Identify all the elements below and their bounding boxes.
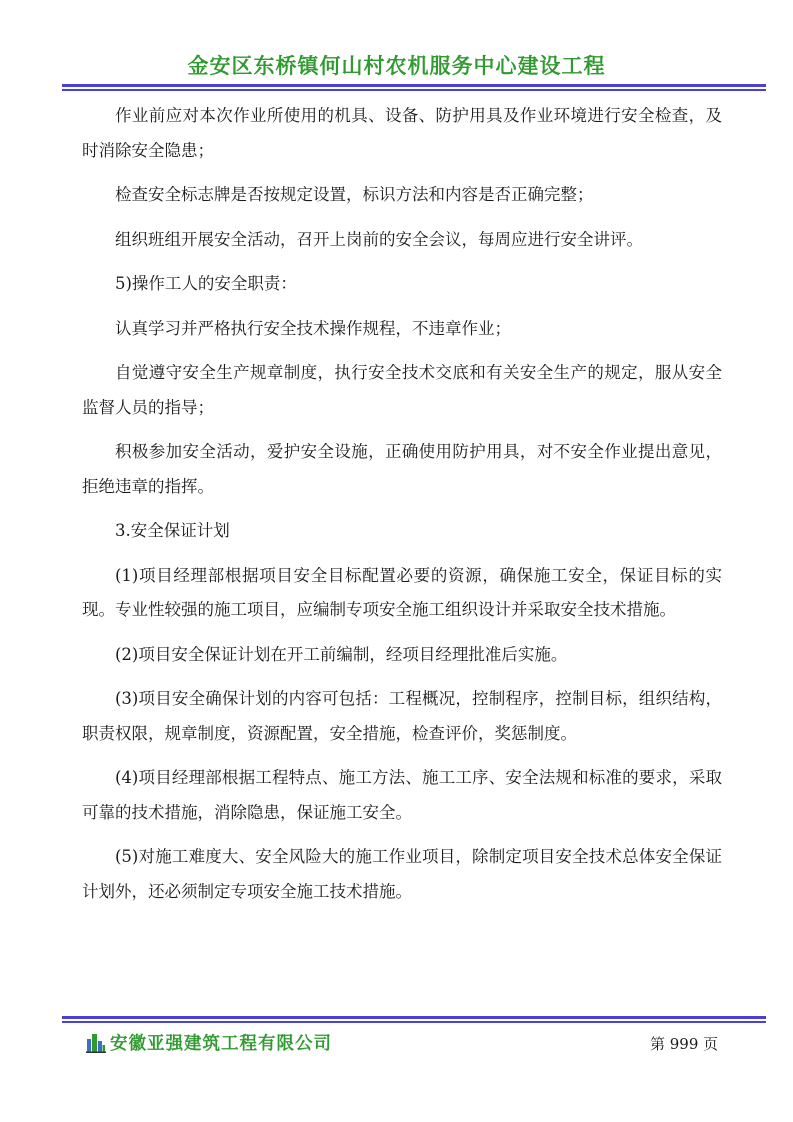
paragraph-5: 认真学习并严格执行安全技术操作规程，不违章作业；: [115, 318, 511, 338]
document-body: [82, 99, 722, 919]
footer-rule-thick: [62, 1016, 766, 1019]
paragraph-11: (3)项目安全确保计划的内容可包括：工程概况，控制程序，控制目标，组织结构，职责权限，规章制度，资源配置，安全措施，检查评价，奖惩制度。: [82, 689, 722, 743]
footer-company-name: 安徽亚强建筑工程有限公司: [110, 1034, 332, 1054]
page-header-title: 金安区东桥镇何山村农机服务中心建设工程: [187, 54, 606, 78]
paragraph-7: 积极参加安全活动，爱护安全设施，正确使用防护用具，对不安全作业提出意见，拒绝违章的指挥。: [82, 442, 722, 496]
section-heading: 3.安全保证计划: [115, 521, 230, 540]
paragraph-13: (5)对施工难度大、安全风险大的施工作业项目，除制定项目安全技术总体安全保证计划外，还必须制定专项安全施工技术措施。: [82, 847, 722, 901]
paragraph-10: (2)项目安全保证计划在开工前编制，经项目经理批准后实施。: [115, 644, 568, 664]
paragraph-4: 5)操作工人的安全职责：: [115, 274, 297, 293]
header-rule-thin: [62, 89, 766, 91]
paragraph-12: (4)项目经理部根据工程特点、施工方法、施工工序、安全法规和标准的要求，采取可靠的技术措施，消除隐患，保证施工安全。: [82, 768, 722, 822]
paragraph-1: 作业前应对本次作业所使用的机具、设备、防护用具及作业环境进行安全检查，及时消除安全隐患；: [82, 106, 722, 160]
paragraph-6: 自觉遵守安全生产规章制度，执行安全技术交底和有关安全生产的规定，服从安全监督人员的指导；: [82, 363, 722, 417]
paragraph-3: 组织班组开展安全活动，召开上岗前的安全会议，每周应进行安全讲评。: [115, 229, 643, 249]
paragraph-2: 检查安全标志牌是否按规定设置，标识方法和内容是否正确完整；: [115, 185, 594, 204]
paragraph-9: (1)项目经理部根据项目安全目标配置必要的资源，确保施工安全，保证目标的实现。专业性较强的施工项目，应编制专项安全施工组织设计并采取安全技术措施。: [82, 565, 722, 619]
building-logo-icon: [86, 1031, 106, 1053]
header-rule-thick: [62, 84, 766, 87]
page-number: 第 999 页: [650, 1035, 719, 1053]
footer-rule-thin: [62, 1021, 766, 1023]
